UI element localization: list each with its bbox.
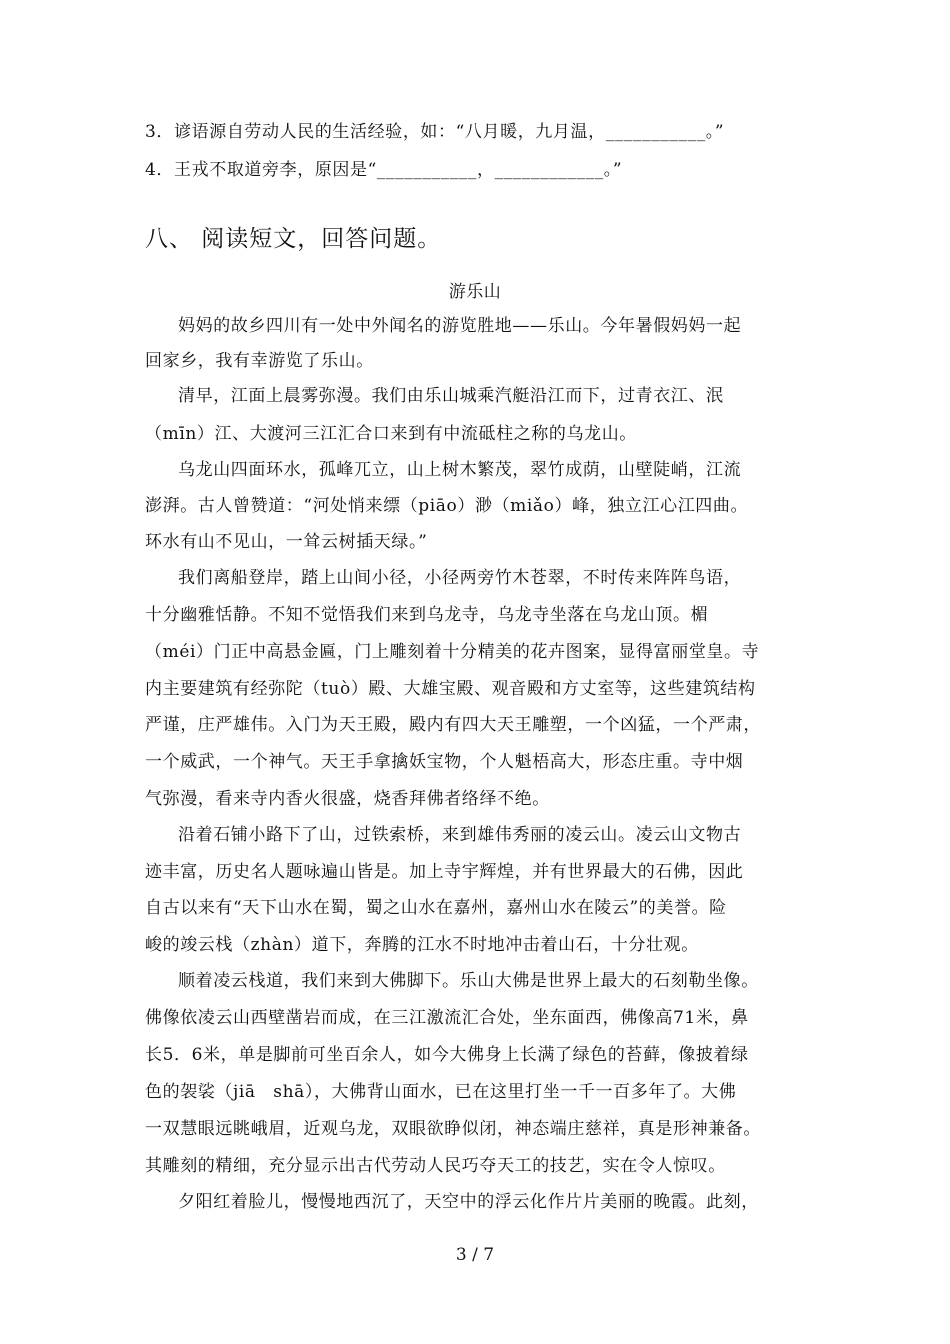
paragraph-line: 环水有山不见山，一耸云树插天绿。” <box>145 532 428 552</box>
paragraph-line: 沿着石铺小路下了山，过铁索桥，来到雄伟秀丽的凌云山。凌云山文物古 <box>178 825 742 845</box>
paragraph-line: 内主要建筑有经弥陀（tuò）殿、大雄宝殿、观音殿和方丈室等，这些建筑结构 <box>145 679 756 699</box>
paragraph-line: 我们离船登岸，踏上山间小径，小径两旁竹木苍翠，不时传来阵阵鸟语， <box>178 568 742 588</box>
paragraph-line: （mīn）江、大渡河三江汇合口来到有中流砥柱之称的乌龙山。 <box>145 424 637 444</box>
section-heading: 八、 阅读短文，回答问题。 <box>145 226 442 252</box>
paragraph-line: 自古以来有“天下山水在蜀，蜀之山水在嘉州，嘉州山水在陵云”的美誉。险 <box>145 898 727 918</box>
paragraph-line: 其雕刻的精细，充分显示出古代劳动人民巧夺天工的技艺，实在令人惊叹。 <box>145 1156 726 1176</box>
article-title: 游乐山 <box>448 282 502 302</box>
paragraph-line: 夕阳红着脸儿，慢慢地西沉了，天空中的浮云化作片片美丽的晚霞。此刻， <box>178 1192 759 1212</box>
paragraph-line: 严谨，庄严雄伟。入门为天王殿，殿内有四大天王雕塑，一个凶猛，一个严肃， <box>145 715 761 735</box>
paragraph-line: 峻的竣云栈（zhàn）道下，奔腾的江水不时地冲击着山石，十分壮观。 <box>145 935 699 955</box>
paragraph-line: 长5．6米，单是脚前可坐百余人，如今大佛身上长满了绿色的苔藓，像披着绿 <box>145 1045 749 1065</box>
paragraph-line: 十分幽雅恬静。不知不觉悟我们来到乌龙寺，乌龙寺坐落在乌龙山顶。楣 <box>145 605 709 625</box>
paragraph-line: （méi）门正中高悬金匾，门上雕刻着十分精美的花卉图案，显得富丽堂皇。寺 <box>145 642 760 662</box>
paragraph-line: 回家乡，我有幸游览了乐山。 <box>145 351 374 371</box>
paragraph-line: 迹丰富，历史名人题咏遍山皆是。加上寺宇辉煌，并有世界最大的石佛，因此 <box>145 862 744 882</box>
paragraph-line: 清早，江面上晨雾弥漫。我们由乐山城乘汽艇沿江而下，过青衣江、泯 <box>178 386 724 406</box>
question-4: 4．王戎不取道旁李，原因是“___________，____________。” <box>145 160 623 180</box>
paragraph-line: 色的袈裟（jiā shā），大佛背山面水，已在这里打坐一千一百多年了。大佛 <box>145 1082 737 1102</box>
paragraph-line: 气弥漫，看来寺内香火很盛，烧香拜佛者络绎不绝。 <box>145 789 550 809</box>
paragraph-line: 澎湃。古人曾赞道：“河处悄来缥（piāo）渺（miǎo）峰，独立江心江四曲。 <box>145 496 749 516</box>
paragraph-line: 一双慧眼远眺峨眉，近观乌龙，双眼欲睁似闭，神态端庄慈祥，真是形神兼备。 <box>145 1119 761 1139</box>
paragraph-line: 佛像依凌云山西壁凿岩而成，在三江激流汇合处，坐东面西，佛像高71米，鼻 <box>145 1008 749 1028</box>
paragraph-line: 一个威武，一个神气。天王手拿擒妖宝物，个人魁梧高大，形态庄重。寺中烟 <box>145 752 744 772</box>
page-number: 3 / 7 <box>455 1245 495 1265</box>
paragraph-line: 乌龙山四面环水，孤峰兀立，山上树木繁茂，翠竹成荫，山壁陡峭，江流 <box>178 460 742 480</box>
question-3: 3．谚语源自劳动人民的生活经验，如：“八月暖，九月温，___________。” <box>145 122 725 142</box>
paragraph-line: 妈妈的故乡四川有一处中外闻名的游览胜地——乐山。今年暑假妈妈一起 <box>178 316 742 336</box>
paragraph-line: 顺着凌云栈道，我们来到大佛脚下。乐山大佛是世界上最大的石刻勒坐像。 <box>178 971 759 991</box>
